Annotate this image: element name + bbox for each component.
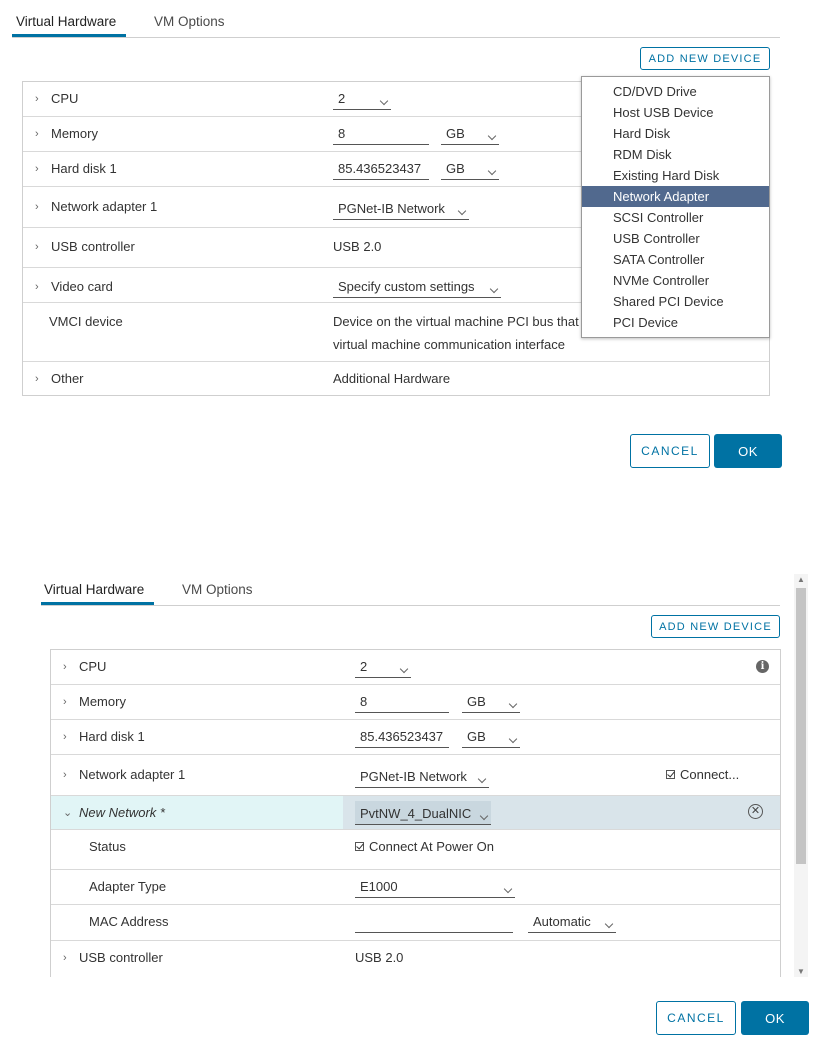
memory-unit-select[interactable] [462,691,520,713]
hard-disk-unit-select[interactable] [462,726,520,748]
usb-controller-value: USB 2.0 [333,239,382,254]
cpu-label: CPU [79,659,107,674]
info-icon[interactable]: i [756,660,769,673]
chevron-down-icon [509,700,517,708]
memory-unit: GB [446,126,465,141]
vmci-description-line1: Device on the virtual machine PCI bus that [333,314,579,329]
other-value: Additional Hardware [333,371,451,386]
table-row-memory [51,685,780,720]
cancel-button[interactable]: CANCEL [656,1001,736,1035]
mac-address-label: MAC Address [89,914,169,929]
row-label-network-adapter[interactable] [63,767,185,782]
video-card-label: Video card [51,279,113,294]
usb-controller-value: USB 2.0 [355,950,404,965]
memory-unit-select[interactable] [441,123,499,145]
chevron-down-icon [504,885,512,893]
network-adapter-label: Network adapter 1 [51,199,158,214]
checkbox-checked-icon[interactable] [355,842,364,851]
network-value: PGNet-IB Network [360,769,467,784]
hard-disk-value: 85.436523437 [338,161,422,176]
menu-item-sata-controller[interactable]: SATA Controller [613,252,705,267]
row-label-usb-controller[interactable] [35,239,135,254]
menu-item-hard-disk[interactable]: Hard Disk [613,126,671,141]
tab-virtual-hardware[interactable]: Virtual Hardware [16,14,117,29]
ok-button[interactable]: OK [714,434,782,468]
other-label: Other [51,371,84,386]
table-row-status [51,830,780,870]
hardware-table [50,649,781,977]
row-label-cpu[interactable] [35,91,78,106]
menu-item-usb-controller[interactable]: USB Controller [613,231,700,246]
hard-disk-unit: GB [446,161,465,176]
menu-item-host-usb-device[interactable]: Host USB Device [613,105,714,120]
status-label: Status [89,839,126,854]
memory-value: 8 [338,126,346,141]
remove-device-icon[interactable]: ✕ [748,804,763,819]
chevron-down-icon [400,665,408,673]
memory-input[interactable] [333,123,429,145]
row-label-memory[interactable] [63,694,126,709]
chevron-right-icon[interactable]: › [35,240,39,253]
video-card-value: Specify custom settings [338,279,475,294]
chevron-down-icon [488,167,496,175]
table-row-cpu [51,650,780,685]
cpu-label: CPU [51,91,79,106]
chevron-right-icon[interactable]: › [35,92,39,105]
mac-address-mode-select[interactable] [528,911,616,933]
connect-label: Connect... [680,767,740,782]
row-label-cpu[interactable] [63,659,106,674]
row-label-network-adapter[interactable] [35,199,157,214]
network-value: PGNet-IB Network [338,201,445,216]
chevron-down-icon [509,735,517,743]
new-network-select[interactable] [355,801,491,825]
cpu-value: 2 [338,91,346,106]
hard-disk-label: Hard disk 1 [51,161,117,176]
connect-checkbox[interactable] [666,767,739,782]
network-select[interactable] [355,764,489,788]
menu-item-shared-pci-device[interactable]: Shared PCI Device [613,294,724,309]
cpu-select[interactable] [333,88,391,110]
chevron-right-icon[interactable]: › [63,768,67,781]
connect-at-power-on-label: Connect At Power On [369,839,495,854]
hard-disk-unit: GB [467,729,486,744]
ok-button[interactable]: OK [741,1001,809,1035]
hard-disk-unit-select[interactable] [441,158,499,180]
new-network-label: New Network * [79,805,165,820]
chevron-down-icon [490,285,498,293]
chevron-right-icon[interactable]: › [63,695,67,708]
tab-vm-options[interactable]: VM Options [154,14,225,29]
adapter-type-label: Adapter Type [89,879,167,894]
cpu-select[interactable] [355,656,411,678]
table-row-adapter-type [51,870,780,905]
row-label-hard-disk[interactable] [63,729,145,744]
chevron-down-icon [380,97,388,105]
table-row-network-adapter [51,755,780,796]
add-new-device-button[interactable]: ADD NEW DEVICE [640,47,770,70]
usb-controller-label: USB controller [79,950,163,965]
menu-item-nvme-controller[interactable]: NVMe Controller [613,273,710,288]
table-row-other [23,362,769,396]
table-row-usb-controller [51,941,780,977]
scrollbar-thumb[interactable] [796,588,806,864]
chevron-down-icon [488,132,496,140]
memory-label: Memory [79,694,126,709]
adapter-type-value: E1000 [360,879,398,894]
cancel-button[interactable]: CANCEL [630,434,710,468]
vmci-label: VMCI device [49,314,123,329]
checkbox-checked-icon[interactable] [666,770,675,779]
row-label-hard-disk[interactable] [35,161,117,176]
row-label-new-network[interactable] [63,805,165,820]
hard-disk-input[interactable] [355,726,449,748]
scroll-up-arrow-icon[interactable]: ▲ [797,575,805,584]
menu-item-scsi-controller[interactable]: SCSI Controller [613,210,704,225]
mac-address-input[interactable] [355,911,513,933]
chevron-right-icon[interactable]: › [35,162,39,175]
new-network-value: PvtNW_4_DualNIC [360,806,472,821]
chevron-right-icon[interactable]: › [35,372,39,385]
scrollbar[interactable] [794,574,808,977]
cpu-value: 2 [360,659,368,674]
table-row-new-network [51,796,780,830]
chevron-down-icon[interactable]: ⌄ [63,807,73,819]
chevron-right-icon[interactable]: › [35,200,39,213]
tab-divider [41,605,780,606]
hard-disk-label: Hard disk 1 [79,729,145,744]
usb-controller-label: USB controller [51,239,135,254]
add-device-menu [581,76,770,338]
scroll-down-arrow-icon[interactable]: ▼ [797,967,805,976]
vmci-description-line2: virtual machine communication interface [333,337,565,352]
hard-disk-value: 85.436523437 [360,729,444,744]
chevron-down-icon [480,812,488,820]
table-row-hard-disk [51,720,780,755]
chevron-down-icon [605,920,613,928]
hard-disk-input[interactable] [333,158,429,180]
chevron-right-icon[interactable]: › [35,127,39,140]
row-label-video-card[interactable] [35,279,113,294]
chevron-right-icon[interactable]: › [63,730,67,743]
memory-label: Memory [51,126,98,141]
network-adapter-label: Network adapter 1 [79,767,186,782]
table-row-mac-address [51,905,780,941]
menu-item-rdm-disk[interactable]: RDM Disk [613,147,672,162]
row-label-usb-controller[interactable] [63,950,163,965]
row-label-other[interactable] [35,371,84,386]
video-card-select[interactable] [333,274,501,298]
connect-at-power-on-checkbox[interactable] [355,839,494,854]
tab-divider [12,37,780,38]
adapter-type-select[interactable] [355,876,515,898]
mac-address-mode: Automatic [533,914,591,929]
network-select[interactable] [333,196,469,220]
chevron-right-icon[interactable]: › [35,280,39,293]
tab-virtual-hardware[interactable]: Virtual Hardware [44,582,145,597]
menu-item-network-adapter[interactable]: Network Adapter [582,186,769,207]
chevron-right-icon[interactable]: › [63,660,67,673]
memory-input[interactable] [355,691,449,713]
memory-unit: GB [467,694,486,709]
tab-vm-options[interactable]: VM Options [182,582,253,597]
add-new-device-button[interactable]: ADD NEW DEVICE [651,615,780,638]
chevron-down-icon [478,775,486,783]
memory-value: 8 [360,694,368,709]
chevron-right-icon[interactable]: › [63,951,67,964]
menu-item-cd-dvd-drive[interactable]: CD/DVD Drive [613,84,697,99]
menu-item-pci-device[interactable]: PCI Device [613,315,679,330]
chevron-down-icon [458,207,466,215]
row-label-memory[interactable] [35,126,98,141]
menu-item-existing-hard-disk[interactable]: Existing Hard Disk [613,168,720,183]
